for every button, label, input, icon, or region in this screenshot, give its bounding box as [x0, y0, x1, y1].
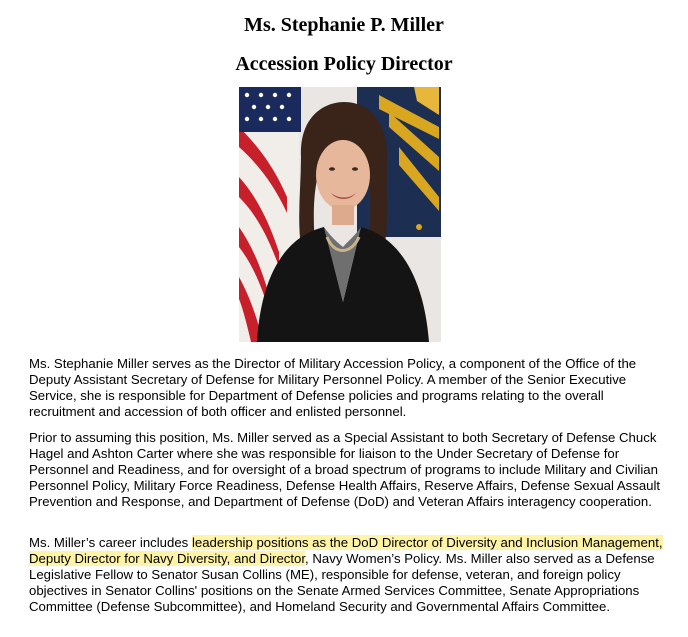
portrait-photo — [239, 87, 441, 342]
bio-paragraph-3-lead: Ms. Miller’s career includes — [29, 535, 192, 550]
person-name: Ms. Stephanie P. Miller — [244, 14, 444, 36]
position-title: Accession Policy Director — [235, 53, 453, 75]
portrait-photo-icon — [239, 87, 441, 342]
bio-paragraph-1: Ms. Stephanie Miller serves as the Director of Military Accession Policy, a component of the Office of the Deputy Assistant Secretary of Defense for Military Personnel Policy. A member of the Senior Executive Service, she is responsible for Department of Defense policies and programs relating to the overall recruitment and accession of both officer and enlisted personnel. — [29, 356, 637, 420]
bio-paragraph-2: Prior to assuming this position, Ms. Miller served as a Special Assistant to both Secretary of Defense Chuck Hagel and Ashton Carter where she was responsible for liaison to the Under Secretary of Defense for Personnel and Readiness, and for oversight of a broad spectrum of programs to include Military and Civilian Personnel Policy, Military Force Readiness, Defense Health Affairs, Reserve Affairs, Defense Sexual Assault Prevention and Response, and Department of Defense (DoD) and Veteran Affairs interagency cooperation. — [29, 430, 661, 510]
bio-paragraph-3-rest: , Navy Women’s Policy. Ms. Miller also served as a Defense Legislative Fellow to Senator Susan Collins (ME), responsible for defense, veteran, and foreign policy objectives in Senator Collins' positions on the Senate Armed Services Committee, Senate Appropriations Committee (Defense Subcommittee), and Homeland Security and Governmental Affairs Committee. — [29, 551, 655, 615]
highlighted-text: leadership positions as the DoD Director of Diversity and Inclusion Management, Deputy Director for Navy Diversity, and Director — [29, 535, 663, 567]
bio-paragraph-3 — [29, 535, 669, 615]
